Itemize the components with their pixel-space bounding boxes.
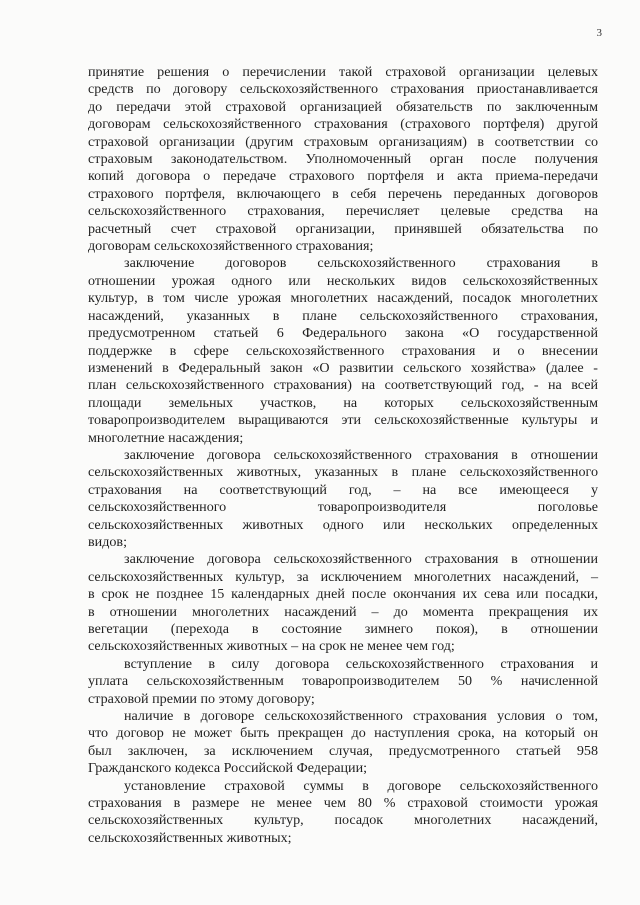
text-line: товаропроизводителем выращиваются эти сельскохозяйственные культуры и: [88, 412, 598, 429]
text-line: копий договора о передаче страхового портфеля и акта приема-передачи: [88, 168, 598, 185]
text-line: наличие в договоре сельскохозяйственного страхования условия о том,: [124, 708, 598, 725]
text-line: сельскохозяйственных животных одного или нескольких определенных: [88, 516, 598, 533]
text-line: предусмотренном статьей 6 Федерального закона «О государственной: [88, 325, 598, 342]
text-line: многолетние насаждения;: [88, 429, 244, 446]
text-line: сельскохозяйственных культур, посадок многолетних насаждений,: [88, 812, 598, 829]
text-line: договорам сельскохозяйственного страхования (страхового портфеля) другой: [88, 116, 598, 133]
paragraph: [88, 447, 598, 551]
text-line: страховым законодательством. Уполномоченный орган после получения: [88, 151, 598, 168]
text-line: принятие решения о перечислении такой страховой организации целевых: [88, 64, 598, 80]
text-line: видов;: [88, 533, 127, 550]
text-line: вступление в силу договора сельскохозяйственного страхования и: [124, 655, 598, 672]
text-line: заключение договора сельскохозяйственного страхования в отношении: [124, 551, 598, 568]
text-line: установление страховой суммы в договоре сельскохозяйственного: [124, 777, 598, 794]
text-line: изменений в Федеральный закон «О развитии сельского хозяйства» (далее -: [88, 359, 598, 376]
text-line: площади земельных участков, на которых сельскохозяйственным: [88, 394, 598, 411]
document-body: [88, 64, 598, 847]
text-line: отношении урожая одного или нескольких видов сельскохозяйственных: [88, 272, 598, 289]
paragraph: [88, 255, 598, 446]
paragraph: [88, 64, 598, 255]
text-line: сельскохозяйственного страхования, перечисляет целевые средства на: [88, 203, 598, 220]
text-line: расчетный счет страховой организации, принявшей обязательства по: [88, 220, 598, 237]
text-line: сельскохозяйственного товаропроизводителя поголовье: [88, 499, 598, 516]
text-line: вегетации (перехода в состояние зимнего покоя), в отношении: [88, 621, 598, 637]
text-line: в отношении многолетних насаждений – до момента прекращения их: [88, 603, 598, 620]
text-line: договорам сельскохозяйственного страхования;: [88, 238, 374, 255]
text-line: в срок не позднее 15 календарных дней после окончания их сева или посадки,: [88, 586, 598, 603]
paragraph: [88, 551, 598, 655]
text-line: страховой организации (другим страховым организациям) в соответствии со: [88, 133, 598, 150]
text-line: до передачи этой страховой организацией обязательств по заключенным: [88, 98, 598, 115]
paragraph: [88, 708, 598, 778]
text-line: сельскохозяйственных культур, за исключением многолетних насаждений, –: [88, 568, 598, 585]
text-line: страхования в размере не менее чем 80 % страховой стоимости урожая: [88, 795, 598, 812]
text-line: Гражданского кодекса Российской Федерации;: [88, 760, 368, 777]
text-line: сельскохозяйственных животных – на срок не менее чем год;: [88, 638, 455, 655]
text-line: сельскохозяйственных животных;: [88, 829, 292, 846]
text-line: культур, в том числе урожая многолетних насаждений, посадок многолетних: [88, 290, 598, 307]
paragraph: [88, 656, 598, 708]
text-line: заключение договора сельскохозяйственного страхования в отношении: [124, 446, 598, 463]
text-line: поддержке в сфере сельскохозяйственного страхования и о внесении: [88, 342, 598, 359]
text-line: сельскохозяйственных животных, указанных в плане сельскохозяйственного: [88, 464, 598, 481]
text-line: был заключен, за исключением случая, предусмотренного статьей 958: [88, 742, 598, 759]
text-line: план сельскохозяйственного страхования) на соответствующий год, - на всей: [88, 377, 598, 394]
text-line: насаждений, указанных в плане сельскохозяйственного страхования,: [88, 307, 598, 324]
text-line: что договор не может быть прекращен до наступления срока, на который он: [88, 725, 598, 742]
text-line: заключение договоров сельскохозяйственного страхования в: [124, 255, 598, 272]
text-line: страховой премии по этому договору;: [88, 690, 315, 707]
paragraph: [88, 778, 598, 848]
text-line: средств по договору сельскохозяйственного страхования приостанавливается: [88, 81, 598, 98]
text-line: страхового портфеля, включающего в себя перечень переданных договоров: [88, 185, 598, 202]
text-line: уплата сельскохозяйственным товаропроизводителем 50 % начисленной: [88, 673, 598, 690]
text-line: страхования на соответствующий год, – на все имеющееся у: [88, 481, 598, 498]
page-number: 3: [596, 27, 602, 39]
